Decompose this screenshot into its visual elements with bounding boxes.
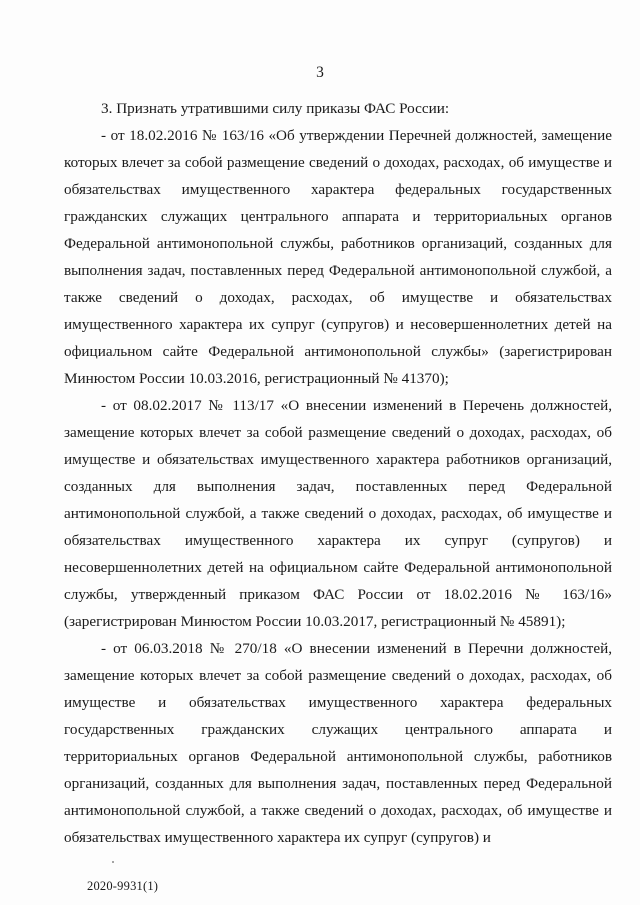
paragraph-order-270-18: - от 06.03.2018 № 270/18 «О внесении изменений в Перечни должностей, замещение которых влечет за собой размещение сведений о доходах, расходах, об имуществе и обязательствах имущественного характера федеральных государственных гражданских служащих центрального аппарата и территориальных органов Федеральной антимонопольной службы, работников организаций, созданных для выполнения задач, поставленных перед Федеральной антимонопольной службой, а также сведений о доходах, расходах, об имуществе и обязательствах имущественного характера их супруг (супругов) и — [64, 640, 612, 846]
document-body — [64, 95, 612, 851]
document-registration-code: 2020-9931(1) — [87, 879, 159, 893]
paragraph-order-113-17: - от 08.02.2017 № 113/17 «О внесении изменений в Перечень должностей, замещение которых влечет за собой размещение сведений о доходах, расходах, об имуществе и обязательствах имущественного характера работников организаций, созданных для выполнения задач, поставленных перед Федеральной антимонопольной службой, а также сведений о доходах, расходах, об имуществе и обязательствах имущественного характера их супруг (супругов) и несовершеннолетних детей на официальном сайте Федеральной антимонопольной службы, утвержденный приказом ФАС России от 18.02.2016 № 163/16» (зарегистрирован Минюстом России 10.03.2017, регистрационный № 45891); — [64, 397, 612, 630]
paragraph-order-163-16: - от 18.02.2016 № 163/16 «Об утверждении Перечней должностей, замещение которых влечет за собой размещение сведений о доходах, расходах, об имуществе и обязательствах имущественного характера федеральных государственных гражданских служащих центрального аппарата и территориальных органов Федеральной антимонопольной службы, работников организаций, созданных для выполнения задач, поставленных перед Федеральной антимонопольной службой, а также сведений о доходах, расходах, об имуществе и обязательствах имущественного характера их супруг (супругов) и несовершеннолетних детей на официальном сайте Федеральной антимонопольной службы» (зарегистрирован Минюстом России 10.03.2016, регистрационный № 41370); — [64, 127, 612, 387]
paragraph-item-3: 3. Признать утратившими силу приказы ФАС России: — [101, 100, 450, 117]
page-number: 3 — [316, 64, 324, 81]
scan-speck — [112, 861, 114, 863]
